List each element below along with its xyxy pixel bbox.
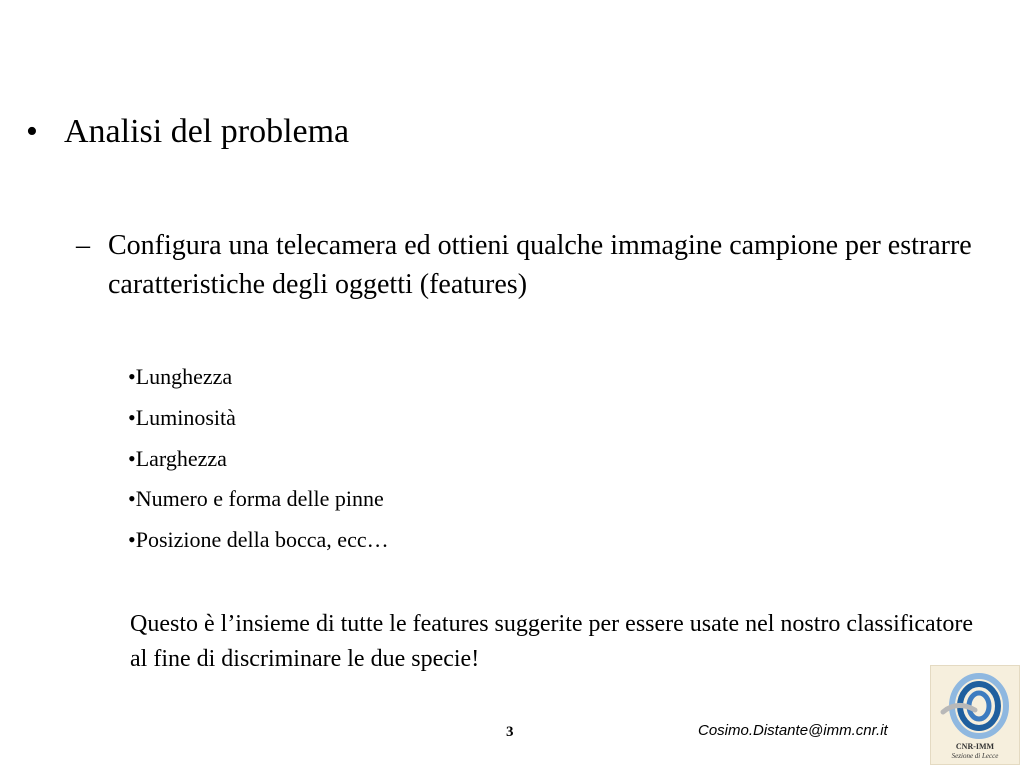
- logo-org-label: CNR-IMM: [955, 742, 995, 751]
- dash-marker: –: [76, 230, 90, 261]
- feature-item: •Luminosità: [128, 404, 236, 430]
- sub-bullet: [76, 226, 1006, 304]
- feature-item: •Numero e forma delle pinne: [128, 486, 384, 512]
- footer-email: Cosimo.Distante@imm.cnr.it: [698, 722, 888, 739]
- feature-item: •Lunghezza: [128, 364, 233, 389]
- institution-logo: [930, 665, 1020, 765]
- summary-note: Questo è l’insieme di tutte le features suggerite per essere usate nel nostro classificatore al fine di discriminare le due specie!: [130, 611, 974, 672]
- main-bullet: [26, 112, 349, 152]
- main-bullet-text: Analisi del problema: [64, 113, 350, 150]
- bullet-marker: •: [26, 113, 38, 150]
- sub-bullet-text: Configura una telecamera ed ottieni qualche immagine campione per estrarre caratteristiche degli oggetti (features): [108, 230, 972, 300]
- logo-rings-icon: [937, 670, 1015, 742]
- page-number: 3: [506, 724, 514, 740]
- feature-list: [128, 362, 389, 566]
- feature-item: •Larghezza: [128, 445, 227, 471]
- feature-item: •Posizione della bocca, ecc…: [128, 527, 389, 553]
- logo-subtitle: Sezione di Lecce: [951, 752, 999, 760]
